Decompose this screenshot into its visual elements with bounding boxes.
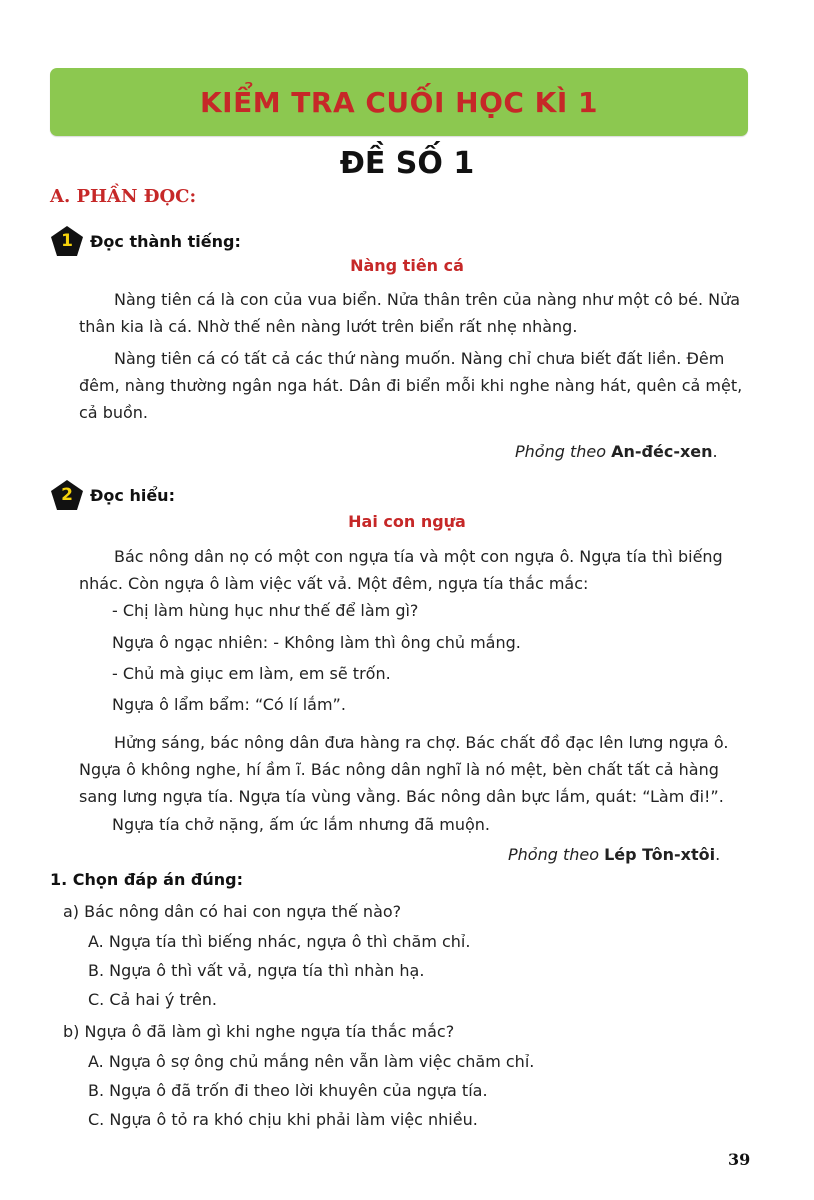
- exam-number: ĐỀ SỐ 1: [339, 146, 475, 181]
- page-number: 39: [728, 1150, 751, 1169]
- question-a: a) Bác nông dân có hai con ngựa thế nào?: [63, 902, 402, 921]
- answer-option[interactable]: A. Ngựa tía thì biếng nhác, ngựa ô thì chăm chỉ.: [88, 932, 471, 951]
- story-2-paragraph: Hửng sáng, bác nông dân đưa hàng ra chợ. Bác chất đồ đạc lên lưng ngựa ô. Ngựa ô không nghe, hí ầm ĩ. Bác nông dân nghĩ là nó mệt, bèn chất tất cả hàng sang lưng ngựa tía. Ngựa tía vùng vằng. Bác nông dân bực lắm, quát: “Làm đi!”.: [79, 733, 729, 806]
- question-heading: 1. Chọn đáp án đúng:: [50, 870, 243, 889]
- question-b: b) Ngựa ô đã làm gì khi nghe ngựa tía thắc mắc?: [63, 1022, 455, 1041]
- story-1-attribution: Phỏng theo An-đéc-xen.: [515, 442, 718, 461]
- title-banner: [50, 68, 748, 136]
- story-2-title: Hai con ngựa: [348, 512, 466, 531]
- answer-option[interactable]: B. Ngựa ô thì vất vả, ngựa tía thì nhàn hạ.: [88, 961, 425, 980]
- answer-option[interactable]: A. Ngựa ô sợ ông chủ mắng nên vẫn làm việc chăm chỉ.: [88, 1052, 535, 1071]
- task-1-label: Đọc thành tiếng:: [90, 231, 241, 251]
- pentagon-badge-icon: 1: [50, 225, 84, 257]
- dialogue-line: Ngựa ô ngạc nhiên: - Không làm thì ông chủ mắng.: [112, 633, 521, 652]
- story-1-title: Nàng tiên cá: [350, 256, 464, 275]
- section-heading: A. PHẦN ĐỌC:: [50, 186, 197, 207]
- task-1-heading: [50, 226, 241, 256]
- dialogue-line: - Chị làm hùng hục như thế để làm gì?: [112, 601, 419, 620]
- dialogue-line: - Chủ mà giục em làm, em sẽ trốn.: [112, 664, 391, 683]
- page-title: KIỂM TRA CUỐI HỌC KÌ 1: [199, 85, 599, 119]
- pentagon-badge-icon: 2: [50, 479, 84, 511]
- story-1-paragraph: Nàng tiên cá có tất cả các thứ nàng muốn. Nàng chỉ chưa biết đất liền. Đêm đêm, nàng thường ngân nga hát. Dân đi biển mỗi khi nghe nàng hát, quên cả mệt, cả buồn.: [79, 349, 743, 422]
- story-2-paragraph: Ngựa tía chở nặng, ấm ức lắm nhưng đã muộn.: [112, 815, 491, 834]
- dialogue-line: Ngựa ô lẩm bẩm: “Có lí lắm”.: [112, 695, 346, 714]
- answer-option[interactable]: B. Ngựa ô đã trốn đi theo lời khuyên của ngựa tía.: [88, 1081, 488, 1100]
- story-1-paragraph: Nàng tiên cá là con của vua biển. Nửa thân trên của nàng như một cô bé. Nửa thân kia là cá. Nhờ thế nên nàng lướt trên biển rất nhẹ nhàng.: [79, 290, 741, 336]
- task-2-label: Đọc hiểu:: [90, 485, 175, 505]
- answer-option[interactable]: C. Ngựa ô tỏ ra khó chịu khi phải làm việc nhiều.: [88, 1110, 478, 1129]
- task-2-heading: [50, 480, 175, 510]
- story-2-paragraph: Bác nông dân nọ có một con ngựa tía và một con ngựa ô. Ngựa tía thì biếng nhác. Còn ngựa ô làm việc vất vả. Một đêm, ngựa tía thắc mắc:: [79, 547, 723, 593]
- story-2-attribution: Phỏng theo Lép Tôn-xtôi.: [508, 845, 721, 864]
- answer-option[interactable]: C. Cả hai ý trên.: [88, 990, 218, 1009]
